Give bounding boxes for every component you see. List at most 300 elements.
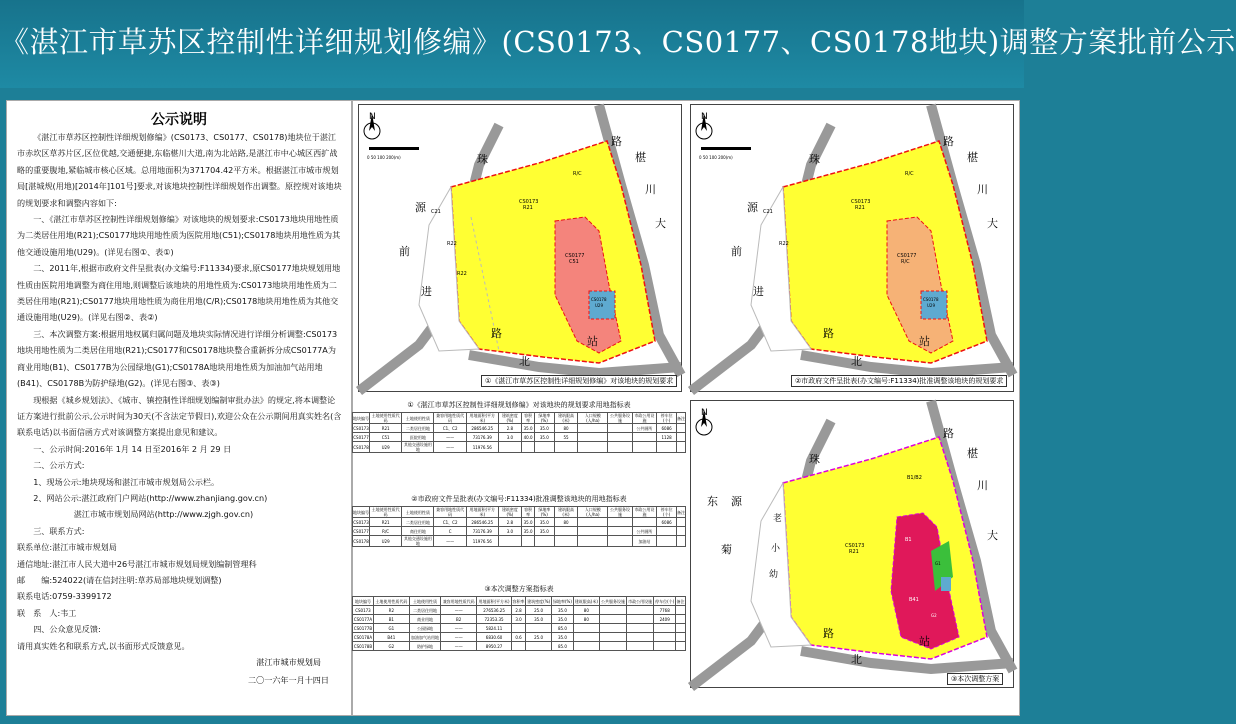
table-cell: R/C <box>369 527 401 536</box>
table-cell <box>599 615 626 624</box>
table-cell: 公共厕所 <box>632 527 656 536</box>
table-header-cell: 土地使用性质 <box>402 507 434 518</box>
map-3-drawing <box>691 401 1013 687</box>
parcel-cs0173-label: CS0173 <box>519 199 539 205</box>
north-arrow-label: N <box>369 112 376 122</box>
table-header-cell: 建筑密度(%) <box>527 598 551 604</box>
road-label: 川 <box>645 183 656 196</box>
road-label: 珠 <box>477 153 488 166</box>
table-header-cell: 用地面积(平方米) <box>466 413 498 424</box>
table-header-cell: 绿地率(%) <box>535 413 555 424</box>
table-cell: 35.0 <box>552 633 574 642</box>
table-cell: 72353.35 <box>477 615 512 624</box>
table-cell: B2 <box>441 615 477 624</box>
table-cell: 2.8 <box>498 518 521 527</box>
table-cell <box>554 442 578 453</box>
table-header-cell: 土地使用性质 <box>409 597 441 606</box>
road-label: 北 <box>851 653 862 666</box>
table-cell: 25.0 <box>526 633 552 642</box>
notice-panel <box>6 100 352 716</box>
road-label: 路 <box>943 427 954 440</box>
table-cell <box>654 642 676 651</box>
table-3-grid <box>352 596 686 651</box>
table-cell: 80 <box>554 424 578 433</box>
table-header-cell: 绿地率(%) <box>535 507 555 518</box>
table-cell <box>632 518 656 527</box>
scale-bar-label: 0 50 100 200(m) <box>699 155 733 160</box>
table-cell <box>627 615 654 624</box>
table-cell: 73176.39 <box>466 527 498 536</box>
table-row <box>353 624 686 633</box>
road-label: 大 <box>655 217 666 230</box>
parcel-u29-label: U29 <box>927 303 936 308</box>
table-cell: 80 <box>573 615 599 624</box>
map-2-drawing <box>691 105 1013 391</box>
notice-item: 联系电话:0759-3399172 <box>17 591 112 602</box>
table-3-title: ③本次调整方案指标表 <box>484 585 554 593</box>
table-cell <box>632 433 656 442</box>
table-header-cell: 公共服务设施 <box>608 413 632 424</box>
parcel-b41-label: B41 <box>909 597 919 603</box>
table-row <box>353 633 686 642</box>
page-title: 《湛江市草苏区控制性详细规划修编》(CS0173、CS0177、CS0178地块)调整方案批前公示 <box>0 25 1236 59</box>
table-cell: 276536.25 <box>477 606 512 615</box>
map-current-adjustment <box>690 400 1014 688</box>
table-row <box>353 518 686 527</box>
parcel-r21-label: R21 <box>523 205 533 211</box>
table-cell <box>599 642 626 651</box>
table-cell <box>578 442 608 453</box>
table-cell: 1128 <box>657 433 677 442</box>
table-cell <box>676 642 686 651</box>
table-cell: 85.0 <box>552 624 574 633</box>
table-cell <box>654 624 676 633</box>
table-cell: C51 <box>369 433 401 442</box>
table-cell <box>657 527 677 536</box>
table-cell: 35.0 <box>535 527 555 536</box>
table-cell <box>498 536 521 547</box>
table-cell <box>578 518 608 527</box>
table-cell: R2 <box>373 606 409 615</box>
table-cell <box>676 615 686 624</box>
table-cell <box>522 442 535 453</box>
table-cell <box>677 536 686 547</box>
notice-heading: 公示说明 <box>151 112 207 128</box>
facility-kindergarten-label: 幼 <box>769 570 779 580</box>
road-label: 路 <box>823 627 834 640</box>
road-label: 珠 <box>809 453 820 466</box>
table-cell: 7768 <box>654 606 676 615</box>
table-cell: 11976.56 <box>466 442 498 453</box>
table-header-cell: 土地使用性质 <box>402 413 434 424</box>
road-label: 路 <box>491 327 502 340</box>
table-header-cell: 土地使用性质代码 <box>369 507 401 518</box>
table-cell: R21 <box>369 424 401 433</box>
table-cell: 25.0 <box>526 606 552 615</box>
table-cell <box>573 633 599 642</box>
table-cell: 其他交通设施用地 <box>402 442 434 453</box>
road-label: 路 <box>943 135 954 148</box>
table-cell: CS0178 <box>353 536 370 547</box>
table-cell: 3.0 <box>498 527 521 536</box>
table-cell <box>599 624 626 633</box>
map-original-plan <box>358 104 682 392</box>
table-header-cell: 人口规模(人/ha) <box>578 507 608 518</box>
table-cell: 55 <box>554 433 578 442</box>
table-cell: —— <box>441 624 477 633</box>
table-cell <box>599 606 626 615</box>
table-header-cell: 停车位(个) <box>655 598 675 604</box>
table-cell: CS0173 <box>353 519 369 525</box>
table-cell: 35.0 <box>526 615 552 624</box>
notice-paragraph: 现根据《城乡规划法》、《城市、镇控制性详细规划编制审批办法》的规定,将本调整论证方案进行批前公示,公示时间为30天(不含法定节假日),欢迎公众在公示期间用真实姓名(含联系电话)以书面信函方式对该调整方案提出意见和建议。 <box>17 394 342 438</box>
parcel-c21-label: C21 <box>763 209 773 215</box>
table-2-grid <box>352 506 686 547</box>
parcel-r22-label: R22 <box>779 241 789 247</box>
table-3 <box>352 584 686 651</box>
table-cell: 35.0 <box>523 425 533 431</box>
table-cell <box>608 536 632 547</box>
table-cell: 35.0 <box>535 518 555 527</box>
road-label: 椹 <box>967 151 978 164</box>
table-cell <box>512 624 526 633</box>
table-cell: CS0173 <box>353 425 369 431</box>
notice-item: 2、网站公示:湛江政府门户网站(http://www.zhanjiang.gov.cn) <box>33 492 268 503</box>
parcel-r22-label: R22 <box>457 271 467 277</box>
table-cell <box>554 536 578 547</box>
map-3-caption: ③本次调整方案 <box>947 673 1003 685</box>
table-cell: 80 <box>573 606 599 615</box>
table-cell <box>578 433 608 442</box>
notice-item: 三、联系方式: <box>33 525 85 536</box>
table-cell: 35.0 <box>523 528 533 534</box>
table-cell <box>608 433 632 442</box>
table-cell: C <box>434 527 466 536</box>
table-cell <box>578 527 608 536</box>
table-cell: B1 <box>373 615 409 624</box>
north-arrow-label: N <box>701 112 708 122</box>
table-header-cell: 用地面积(平方米) <box>466 507 498 518</box>
parcel-b1b2-label: B1/B2 <box>907 475 922 481</box>
table-cell <box>676 606 686 615</box>
table-cell <box>677 433 686 442</box>
table-cell: 二类居住用地 <box>402 518 434 527</box>
table-cell: 6086 <box>657 424 677 433</box>
table-cell: 11976.56 <box>466 536 498 547</box>
table-cell: U29 <box>369 536 401 547</box>
table-row <box>353 442 686 453</box>
table-header-cell: 用地面积(平方米) <box>478 598 510 604</box>
road-label: 前 <box>399 245 410 258</box>
table-cell: 3.0 <box>512 615 526 624</box>
table-cell: 80 <box>554 518 578 527</box>
table-row <box>353 433 686 442</box>
table-cell: 二类居住用地 <box>409 606 441 615</box>
notice-item: 联 系 人:韦工 <box>17 607 77 618</box>
road-label: 椹 <box>967 447 978 460</box>
table-cell: 73176.39 <box>466 433 498 442</box>
table-cell <box>526 642 552 651</box>
notice-item: 一、公示时间:2016年 1月 14 日至2016年 2 月 29 日 <box>33 443 232 454</box>
table-cell <box>498 442 521 453</box>
notice-paragraph: 一、《湛江市草苏区控制性详细规划修编》对该地块的规划要求:CS0173地块用地性质为二类居住用地(R21);CS0177地块用地性质为医院用地(C51);CS0178地块用地性质为其他交通设施用地(U29)。(详见右图①、表①) <box>17 214 341 257</box>
table-header-cell: 兼容用地性质代码 <box>434 507 466 518</box>
road-label: 东 <box>707 495 718 508</box>
parcel-b1-label: B1 <box>905 537 912 543</box>
table-cell: 286546.25 <box>466 424 498 433</box>
notice-item: 二、公示方式: <box>33 460 85 471</box>
table-cell: CS0177 <box>353 528 369 534</box>
table-cell <box>608 518 632 527</box>
table-row <box>353 615 686 624</box>
parcel-rc-label: R/C <box>573 171 582 177</box>
road-label: 川 <box>977 479 988 492</box>
notice-item: 1、现场公示:地块现场和湛江市城市规划局公示栏。 <box>33 476 220 487</box>
road-label: 大 <box>987 529 998 542</box>
table-cell: CS0173 <box>353 606 374 615</box>
table-header-cell: 公共服务设施 <box>608 507 632 518</box>
table-cell <box>677 527 686 536</box>
table-cell: CS0178B <box>353 643 373 649</box>
table-header-cell: 停车位(个) <box>657 413 677 424</box>
road-label: 路 <box>823 327 834 340</box>
notice-item: 请用真实姓名和联系方式,以书面形式反馈意见。 <box>17 640 190 651</box>
table-cell: —— <box>434 433 466 442</box>
road-label: 椹 <box>635 151 646 164</box>
parcel-c51-label: C51 <box>569 259 579 265</box>
signature-date: 二〇一六年一月十四日 <box>248 675 329 685</box>
road-label: 进 <box>421 285 432 298</box>
table-cell: 35.0 <box>552 615 574 624</box>
parcel-cs0177-label: CS0177 <box>565 253 585 259</box>
parcel-cs0173-label: CS0173 <box>851 199 871 205</box>
map-2-caption: ②市政府文件呈批表(办文编号:F11334)批准调整该地块的规划要求 <box>791 375 1007 387</box>
table-cell: —— <box>434 442 466 453</box>
table-header-cell: 兼容用地性质代码 <box>434 413 466 424</box>
table-header-cell: 容积率 <box>522 413 535 424</box>
table-cell <box>599 633 626 642</box>
table-cell: 35.0 <box>535 424 555 433</box>
table-cell: —— <box>434 536 466 547</box>
table-header-cell: 地块编号 <box>353 597 374 606</box>
table-cell: B41 <box>373 633 409 642</box>
table-cell <box>512 642 526 651</box>
table-cell: 医院用地 <box>402 433 434 442</box>
table-cell <box>654 633 676 642</box>
table-2-title: ②市政府文件呈批表(办文编号:F11334)批准调整该地块的用地指标表 <box>411 495 627 503</box>
table-cell: 2.8 <box>498 424 521 433</box>
road-label: 路 <box>611 135 622 148</box>
table-header-cell: 公共服务设施 <box>601 598 626 604</box>
parcel-rc-label: R/C <box>905 171 914 177</box>
table-cell <box>608 527 632 536</box>
table-cell: G2 <box>373 642 409 651</box>
table-cell <box>608 442 632 453</box>
table-cell: C1、C2 <box>434 518 466 527</box>
table-cell <box>573 642 599 651</box>
table-header-row <box>353 597 686 606</box>
parcel-r21-label: R21 <box>855 205 865 211</box>
map-1-caption: ①《湛江市草苏区控制性详细规划修编》对该地块的规划要求 <box>481 375 677 387</box>
table-cell <box>676 624 686 633</box>
table-cell: —— <box>441 606 477 615</box>
table-cell: 35.0 <box>523 519 533 525</box>
parcel-cs0178-label: CS0178 <box>923 297 939 302</box>
table-cell: CS0178 <box>353 442 370 453</box>
north-arrow-label: N <box>701 408 708 418</box>
notice-item: 邮 编:524022(请在信封注明:草苏局部地块规划调整) <box>17 574 222 585</box>
road-label: 站 <box>587 335 598 348</box>
road-label: 站 <box>919 635 930 648</box>
table-header-cell: 绿地率(%) <box>552 598 572 604</box>
table-cell: 35.0 <box>552 606 574 615</box>
road-label: 源 <box>415 201 426 214</box>
table-cell: CS0177 <box>353 434 369 440</box>
parcel-cs0177-label: CS0177 <box>897 253 917 259</box>
table-cell: C1、C2 <box>434 424 466 433</box>
table-header-cell: 建筑限高(米) <box>554 413 578 424</box>
table-header-cell: 人口规模(人/ha) <box>578 413 608 424</box>
table-cell <box>627 633 654 642</box>
table-cell <box>522 536 535 547</box>
table-cell <box>627 642 654 651</box>
table-cell <box>657 536 677 547</box>
table-header-cell: 备注 <box>676 598 685 604</box>
road-label: 进 <box>753 285 764 298</box>
table-1-grid <box>352 412 686 453</box>
table-cell: 35.0 <box>535 433 555 442</box>
table-header-row <box>353 413 686 424</box>
notice-item: 四、公众意见反馈: <box>33 624 101 635</box>
table-header-cell: 建筑密度(%) <box>498 507 521 518</box>
table-cell: 二类居住用地 <box>402 424 434 433</box>
table-cell: —— <box>441 642 477 651</box>
parcel-rc2-label: R/C <box>901 259 910 265</box>
table-header-cell: 容积率 <box>512 598 525 604</box>
table-cell: 2.8 <box>512 606 526 615</box>
table-header-cell: 建筑限高(米) <box>554 507 578 518</box>
road-label: 川 <box>977 183 988 196</box>
table-cell <box>578 536 608 547</box>
table-cell <box>676 633 686 642</box>
table-cell <box>677 424 686 433</box>
parcel-g2-label: G2 <box>931 613 937 618</box>
notice-paragraph: 三、本次调整方案:根据用地权属归属问题及地块实际情况进行详细分析调整:CS0173地块用地性质为二类居住用地(R21);CS0177和CS0178地块整合重新拆分成CS0177A为商业用地(B1)、CS0177B为公园绿地(G1);CS0178A地块用地性质为加油加气站用地(B41)、CS0178B为防护绿地(G2)。(详见右图③、表③) <box>17 328 338 389</box>
table-cell <box>535 536 555 547</box>
table-cell: G1 <box>373 624 409 633</box>
table-cell: CS0178A <box>353 634 373 640</box>
table-cell: R21 <box>369 518 401 527</box>
table-cell: 商业用地 <box>409 615 441 624</box>
table-cell <box>627 606 654 615</box>
table-header-cell: 兼容用地性质代码 <box>442 598 475 604</box>
road-label: 源 <box>747 201 758 214</box>
notice-body <box>17 129 343 654</box>
table-header-cell: 备注 <box>677 413 686 424</box>
parcel-cs0178-label: CS0178 <box>591 297 607 302</box>
table-cell <box>627 624 654 633</box>
table-cell <box>632 442 656 453</box>
table-header-cell: 市政公用设施 <box>632 507 656 518</box>
notice-item: 通信地址:湛江市人民大道中26号湛江市城市规划局规划编制管理科 <box>17 558 257 569</box>
table-cell <box>578 424 608 433</box>
table-1-title: ①《湛江市草苏区控制性详细规划修编》对该地块的规划要求用地指标表 <box>407 401 631 409</box>
table-header-row <box>353 507 686 518</box>
table-row <box>353 606 686 615</box>
signature: 湛江市城市规划局 <box>256 657 321 667</box>
table-2 <box>352 494 686 547</box>
facility-elderly-label: 老 <box>773 514 783 524</box>
table-cell: 公园绿地 <box>409 624 441 633</box>
table-cell: 加油站 <box>632 536 656 547</box>
table-cell <box>554 527 578 536</box>
road-label: 前 <box>731 245 742 258</box>
road-label: 北 <box>519 355 530 368</box>
table-cell: 85.0 <box>552 642 574 651</box>
table-header-cell: 地块编号 <box>353 413 370 424</box>
table-cell: CS0177A <box>353 616 373 622</box>
parcel-g1-label: G1 <box>935 561 941 566</box>
table-cell: 286546.25 <box>466 518 498 527</box>
table-cell: 2409 <box>654 615 676 624</box>
notice-paragraph: 二、2011年,根据市政府文件呈批表(办文编号:F11334)要求,原CS0177地块规划用地性质由医院用地调整为商住用地,则调整后该地块的用地性质为:CS0173地块用地性质为二类居住用地(R21);CS0177地块用地性质为商住用地(C/R);CS0178地块用地性质为其他交通设施用地(U29)。(详见右图②、表②) <box>17 263 341 323</box>
table-cell <box>535 442 555 453</box>
notice-item: 湛江市城市规划局网站(http://www.zjgh.gov.cn) <box>73 509 254 520</box>
table-header-cell: 土地使用性质代码 <box>369 413 401 424</box>
notice-paragraph: 《湛江市草苏区控制性详细规划修编》(CS0173、CS0177、CS0178)地块位于湛江市赤坎区草苏片区,区位优越,交通便捷,东临椹川大道,南为北站路,是湛江市中心城区西扩战略的重要腹地,紧临城市核心区域。总用地面积为371704.42平方米。根据湛江市城市规划局[湛城规(用地)[2014年]101号]要求,对该地块控制性详细规划作出调整。原控规对该地块的规划要求和调整内容如下: <box>17 132 342 208</box>
title-banner <box>0 0 1236 88</box>
table-1 <box>352 400 686 453</box>
table-header-cell: 市政公用设施 <box>628 598 653 604</box>
table-cell: 商住用地 <box>402 527 434 536</box>
table-cell: 40.0 <box>523 434 533 440</box>
table-header-cell: 市政公用设施 <box>632 413 656 424</box>
table-row <box>353 424 686 433</box>
scale-bar-label: 0 50 100 200(m) <box>367 155 401 160</box>
table-header-cell: 建筑密度(%) <box>498 413 521 424</box>
road-label: 北 <box>851 355 862 368</box>
road-label: 源 <box>731 495 742 508</box>
parcel-r21-label: R21 <box>849 549 859 555</box>
table-cell <box>677 518 686 527</box>
table-header-cell: 土地使用性质代码 <box>375 598 408 604</box>
table-header-cell: 地块编号 <box>353 507 370 518</box>
table-cell: U29 <box>369 442 401 453</box>
table-cell: 6830.60 <box>477 633 512 642</box>
road-label: 大 <box>987 217 998 230</box>
table-cell: CS0177B <box>353 625 373 631</box>
table-cell: 6086 <box>657 518 677 527</box>
table-row <box>353 642 686 651</box>
map-1-drawing <box>359 105 681 391</box>
table-cell <box>677 442 686 453</box>
table-header-cell: 停车位(个) <box>657 507 677 518</box>
table-header-cell: 建筑限高(米) <box>574 598 598 604</box>
parcel-u29-label: U29 <box>595 303 604 308</box>
table-cell: 防护绿地 <box>409 642 441 651</box>
facility-school-label: 小 <box>771 544 781 554</box>
table-cell <box>526 624 552 633</box>
table-row <box>353 536 686 547</box>
road-label: 珠 <box>809 153 820 166</box>
table-cell: 加油加气站用地 <box>411 634 440 640</box>
road-label: 菊 <box>721 543 732 556</box>
table-cell: 3.0 <box>498 433 521 442</box>
table-cell: 其他交通设施用地 <box>402 536 434 547</box>
road-label: 站 <box>919 335 930 348</box>
map-approved-adjustment <box>690 104 1014 392</box>
notice-item: 联系单位:湛江市城市规划局 <box>17 542 117 553</box>
